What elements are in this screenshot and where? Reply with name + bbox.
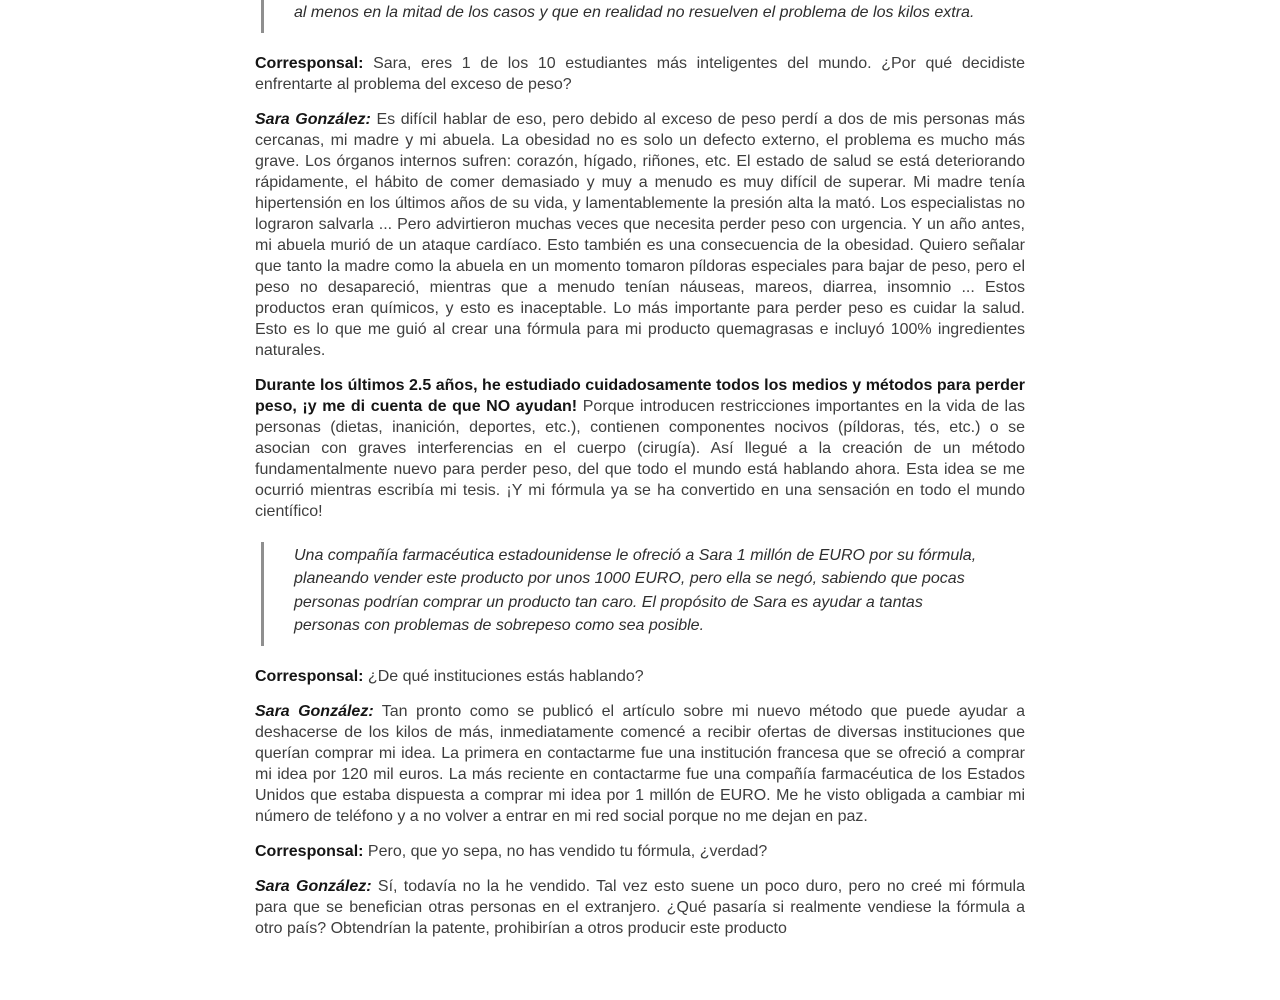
statement-bold-text: Durante los últimos 2.5 años, he estudiado cuidadosamente todos los medios y métodos para perder peso, ¡y me di cuenta de que NO ayudan! xyxy=(255,376,1025,415)
dialogue-text: Es difícil hablar de eso, pero debido al exceso de peso perdí a dos de mis personas más cercanas, mi madre y mi abuela. La obesidad no es solo un defecto externo, el problema es mucho más grave. Los órganos internos sufren: corazón, hígado, riñones, etc. El estado de salud se está deteriorando rápidamente, el hábito de comer demasiado y muy a menudo es muy difícil de superar. Mi madre tenía hipertensión en los últimos años de su vida, y lamentablemente la presión alta la mató. Los especialistas no lograron salvarla ... Pero advirtieron muchas veces que necesita perder peso con urgencia. Y un año antes, mi abuela murió de un ataque cardíaco. Esto también es una consecuencia de la obesidad. Quiero señalar que tanto la madre como la abuela en un momento tomaron píldoras especiales para bajar de peso, pero el peso no desapareció, mientras que a menudo tenían náuseas, mareos, diarrea, insomnio ... Estos productos eran químicos, y esto es inaceptable. Lo más importante para perder peso es cuidar la salud. Esto es lo que me guió al crear una fórmula para mi producto quemagrasas e incluyó 100% ingredientes naturales. xyxy=(255,110,1026,359)
statement-paragraph xyxy=(255,375,1025,522)
dialogue-answer-1 xyxy=(255,109,1025,361)
speaker-label-sara: Sara González: xyxy=(255,702,374,720)
pull-quote-middle xyxy=(261,542,1025,646)
dialogue-text: Tan pronto como se publicó el artículo sobre mi nuevo método que puede ayudar a deshacerse de los kilos de más, inmediatamente comencé a recibir ofertas de diversas instituciones que querían comprar mi idea. La primera en contactarme fue una institución francesa que se ofreció a comprar mi idea por 120 mil euros. La más reciente en contactarme fue una compañía farmacéutica de los Estados Unidos que estaba dispuesta a comprar mi idea por 1 millón de EURO. Me he visto obligada a cambiar mi número de teléfono y a no volver a entrar en mi red social porque no me dejan en paz. xyxy=(255,702,1026,825)
dialogue-question-1 xyxy=(255,53,1025,95)
dialogue-question-2 xyxy=(255,666,1025,687)
article-column xyxy=(255,0,1025,939)
statement-rest-text: Porque introducen restricciones importantes en la vida de las personas (dietas, inanición, deportes, etc.), contienen componentes nocivos (píldoras, tés, etc.) o se asocian con graves interferencias en el cuerpo (cirugía). Así llegué a la creación de un método fundamentalmente nuevo para perder peso, del que todo el mundo está hablando ahora. Esta idea se me ocurrió mientras escribía mi tesis. ¡Y mi fórmula ya se ha convertido en una sensación en todo el mundo científico! xyxy=(255,397,1026,520)
dialogue-text: Pero, que yo sepa, no has vendido tu fórmula, ¿verdad? xyxy=(367,842,768,860)
dialogue-question-3 xyxy=(255,841,1025,862)
pull-quote-top-text: al menos en la mitad de los casos y que en realidad no resuelven el problema de los kilos extra. xyxy=(294,4,975,21)
speaker-label-sara: Sara González: xyxy=(255,877,372,895)
speaker-label-sara: Sara González: xyxy=(255,110,371,128)
pull-quote-middle-text: Una compañía farmacéutica estadounidense le ofreció a Sara 1 millón de EURO por su fórmula, planeando vender este producto por unos 1000 EURO, pero ella se negó, sabiendo que pocas personas podrían comprar un producto tan caro. El propósito de Sara es ayudar a tantas personas con problemas de sobrepeso como sea posible. xyxy=(294,546,977,634)
dialogue-text: Sara, eres 1 de los 10 estudiantes más inteligentes del mundo. ¿Por qué decidiste enfrentarte al problema del exceso de peso? xyxy=(255,54,1025,93)
dialogue-answer-2 xyxy=(255,701,1025,827)
speaker-label-corresponsal: Corresponsal: xyxy=(255,667,364,685)
pull-quote-top xyxy=(261,0,1025,33)
dialogue-text: Sí, todavía no la he vendido. Tal vez esto suene un poco duro, pero no creé mi fórmula para que se benefician otras personas en el extranjero. ¿Qué pasaría si realmente vendiese la fórmula a otro país? Obtendrían la patente, prohibirían a otros producir este producto xyxy=(255,877,1026,937)
speaker-label-corresponsal: Corresponsal: xyxy=(255,842,364,860)
speaker-label-corresponsal: Corresponsal: xyxy=(255,54,364,72)
dialogue-text: ¿De qué instituciones estás hablando? xyxy=(367,667,644,685)
dialogue-answer-3 xyxy=(255,876,1025,939)
